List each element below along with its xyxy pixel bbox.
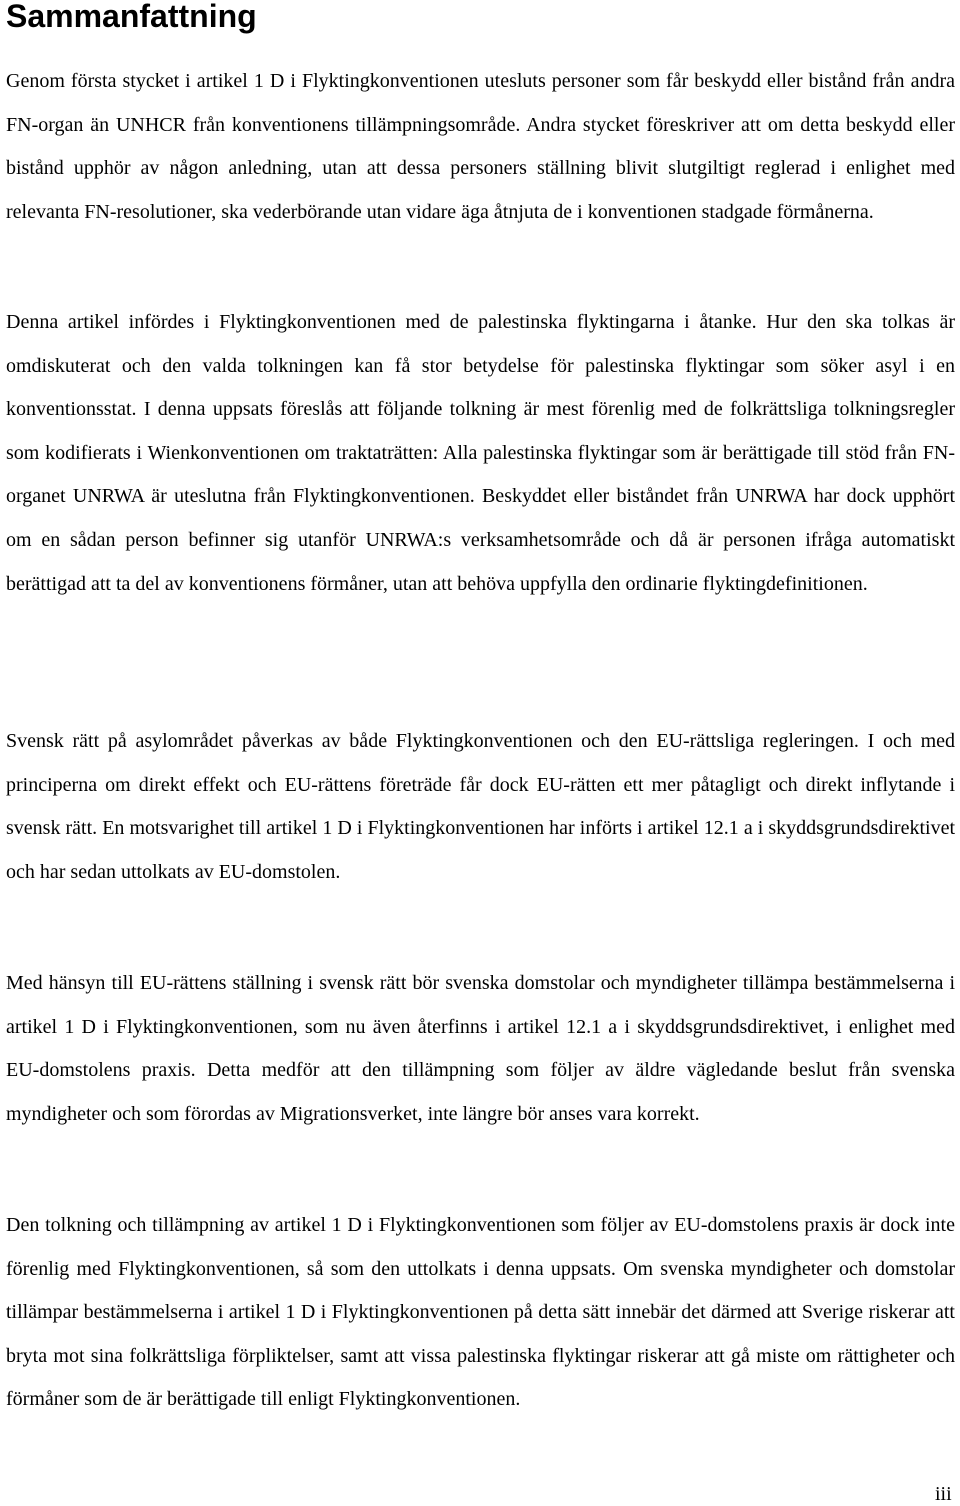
page-number: iii [935,1483,952,1505]
paragraph-1: Genom första stycket i artikel 1 D i Flyktingkonventionen utesluts personer som får beskydd eller bistånd från andra FN-organ än UNHCR från konventionens tillämpningsområde. Andra stycket föreskriver att om detta beskydd eller bistånd upphör av någon anledning, utan att dessa personers ställning blivit slutgiltigt reglerad i enlighet med relevanta FN-resolutioner, ska vederbörande utan vidare äga åtnjuta de i konventionen stadgade förmånerna. [6,70,955,223]
page-title: Sammanfattning [6,0,257,34]
paragraph-3: Svensk rätt på asylområdet påverkas av både Flyktingkonventionen och den EU-rättsliga regleringen. I och med principerna om direkt effekt och EU-rättens företräde får dock EU-rätten ett mer påtagligt och direkt inflytande i svensk rätt. En motsvarighet till artikel 1 D i Flyktingkonventionen har införts i artikel 12.1 a i skyddsgrundsdirektivet och har sedan uttolkats av EU-domstolen. [6,730,955,883]
paragraph-2: Denna artikel infördes i Flyktingkonventionen med de palestinska flyktingarna i åtanke. Hur den ska tolkas är omdiskuterat och den valda tolkningen kan få stor betydelse för palestinska flyktingar som söker asyl i en konventionsstat. I denna uppsats föreslås att följande tolkning är mest förenlig med de folkrättsliga tolkningsregler som kodifierats i Wienkonventionen om traktaträtten: Alla palestinska flyktingar som är berättigade till stöd från FN-organet UNRWA är uteslutna från Flyktingkonventionen. Beskyddet eller biståndet från UNRWA har dock upphört om en sådan person befinner sig utanför UNRWA:s verksamhetsområde och då är personen ifråga automatiskt berättigad att ta del av konventionens förmåner, utan att behöva uppfylla den ordinarie flyktingdefinitionen. [6,311,955,595]
paragraph-4: Med hänsyn till EU-rättens ställning i svensk rätt bör svenska domstolar och myndigheter tillämpa bestämmelserna i artikel 1 D i Flyktingkonventionen, som nu även återfinns i artikel 12.1 a i skyddsgrundsdirektivet, i enlighet med EU-domstolens praxis. Detta medför att den tillämpning som följer av äldre vägledande beslut från svenska myndigheter och som förordas av Migrationsverket, inte längre bör anses vara korrekt. [6,972,955,1125]
paragraph-5: Den tolkning och tillämpning av artikel 1 D i Flyktingkonventionen som följer av EU-domstolens praxis är dock inte förenlig med Flyktingkonventionen, så som den uttolkats i denna uppsats. Om svenska myndigheter och domstolar tillämpar bestämmelserna i artikel 1 D i Flyktingkonventionen på detta sätt innebär det därmed att Sverige riskerar att bryta mot sina folkrättsliga förpliktelser, samt att vissa palestinska flyktingar riskerar att gå miste om rättigheter och förmåner som de är berättigade till enligt Flyktingkonventionen. [6,1214,955,1411]
